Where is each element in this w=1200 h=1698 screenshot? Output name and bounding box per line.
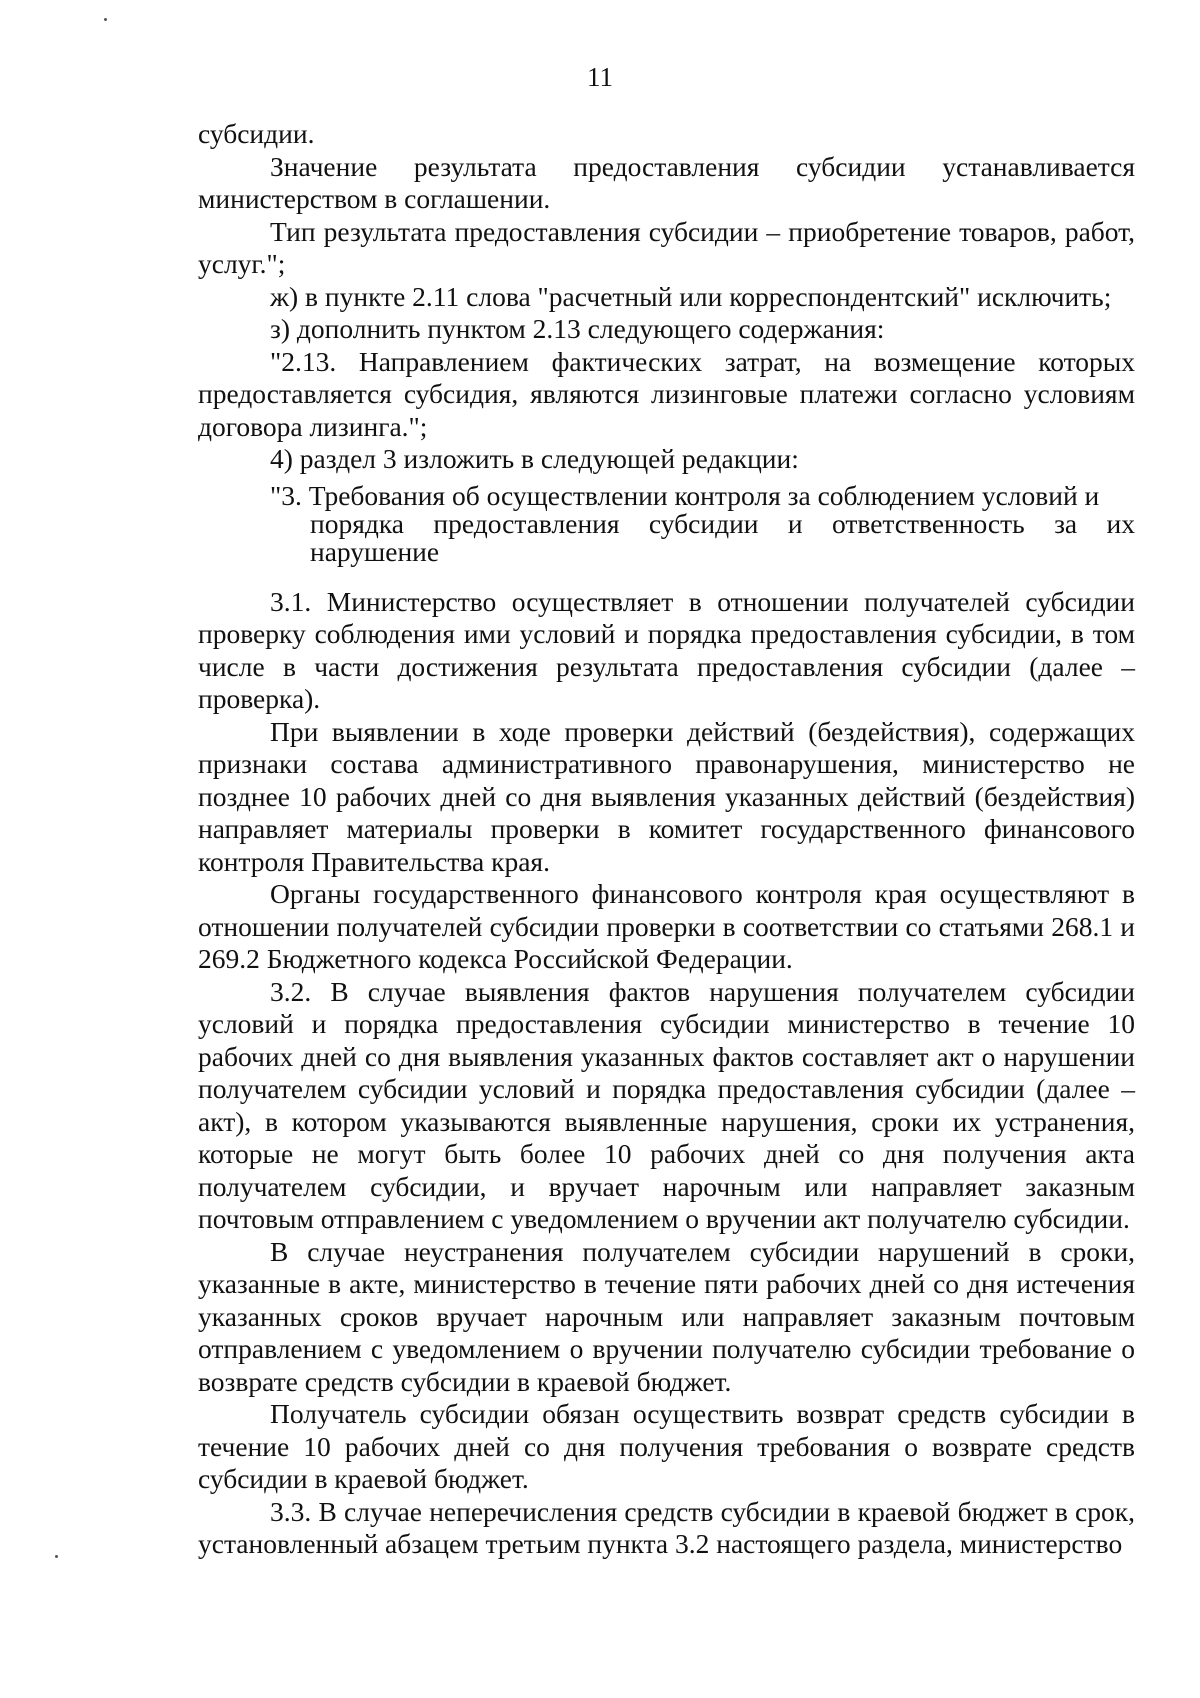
document-body: [198, 118, 1135, 1561]
paragraph: Значение результата предоставления субсидии устанавливается министерством в соглашении.: [198, 150, 1135, 214]
paragraph: 3.2. В случае выявления фактов нарушения получателем субсидии условий и порядка предоставления субсидии министерство в течение 10 рабочих дней со дня выявления указанных фактов составляет акт о нарушении получателем субсидии условий и порядка предоставления субсидии (далее – акт), в котором указываются выявленные нарушения, сроки их устранения, которые не могут быть более 10 рабочих дней со дня получения акта получателем субсидии, и вручает нарочным или направляет заказным почтовым отправлением с уведомлением о вручении акт получателю субсидии.: [198, 975, 1135, 1234]
paragraph: 4) раздел 3 изложить в следующей редакции:: [270, 443, 799, 474]
scan-speck: [104, 18, 107, 21]
section-heading-line-2: порядка предоставления субсидии и ответственность за их нарушение: [310, 507, 1135, 567]
paragraph: В случае неустранения получателем субсидии нарушений в сроки, указанные в акте, министерство в течение пяти рабочих дней со дня истечения указанных сроков вручает нарочным или направляет заказным почтовым отправлением с уведомлением о вручении получателю субсидии требование о возврате средств субсидии в краевой бюджет.: [198, 1235, 1135, 1397]
paragraph: "2.13. Направлением фактических затрат, на возмещение которых предоставляется субсидия, являются лизинговые платежи согласно условиям договора лизинга.";: [198, 345, 1135, 442]
paragraph: При выявлении в ходе проверки действий (бездействия), содержащих признаки состава административного правонарушения, министерство не позднее 10 рабочих дней со дня выявления указанных действий (бездействия) направляет материалы проверки в комитет государственного финансового контроля Правительства края.: [198, 715, 1135, 877]
paragraph: ж) в пункте 2.11 слова "расчетный или корреспондентский" исключить;: [270, 280, 1112, 312]
paragraph: Органы государственного финансового контроля края осуществляют в отношении получателей субсидии проверки в соответствии со статьями 268.1 и 269.2 Бюджетного кодекса Российской Федерации.: [198, 878, 1135, 974]
section-heading-line-1: "3. Требования об осуществлении контроля за соблюдением условий и: [270, 479, 1100, 511]
paragraph: з) дополнить пунктом 2.13 следующего содержания:: [270, 313, 885, 344]
paragraph: Получатель субсидии обязан осуществить возврат средств субсидии в течение 10 рабочих дней со дня получения требования о возврате средств субсидии в краевой бюджет.: [198, 1398, 1135, 1494]
paragraph: 3.1. Министерство осуществляет в отношении получателей субсидии проверку соблюдения ими условий и порядка предоставления субсидии, в том числе в части достижения результата предоставления субсидии (далее – проверка).: [198, 585, 1135, 714]
paragraph: субсидии.: [198, 118, 315, 149]
section-heading: [198, 479, 1135, 567]
paragraph: 3.3. В случае неперечисления средств субсидии в краевой бюджет в срок, установленный абзацем третьим пункта 3.2 настоящего раздела, министерство: [198, 1495, 1135, 1559]
page-number: 11: [587, 62, 613, 92]
paragraph: Тип результата предоставления субсидии – приобретение товаров, работ, услуг.";: [198, 215, 1135, 279]
scan-speck: [55, 1555, 58, 1558]
